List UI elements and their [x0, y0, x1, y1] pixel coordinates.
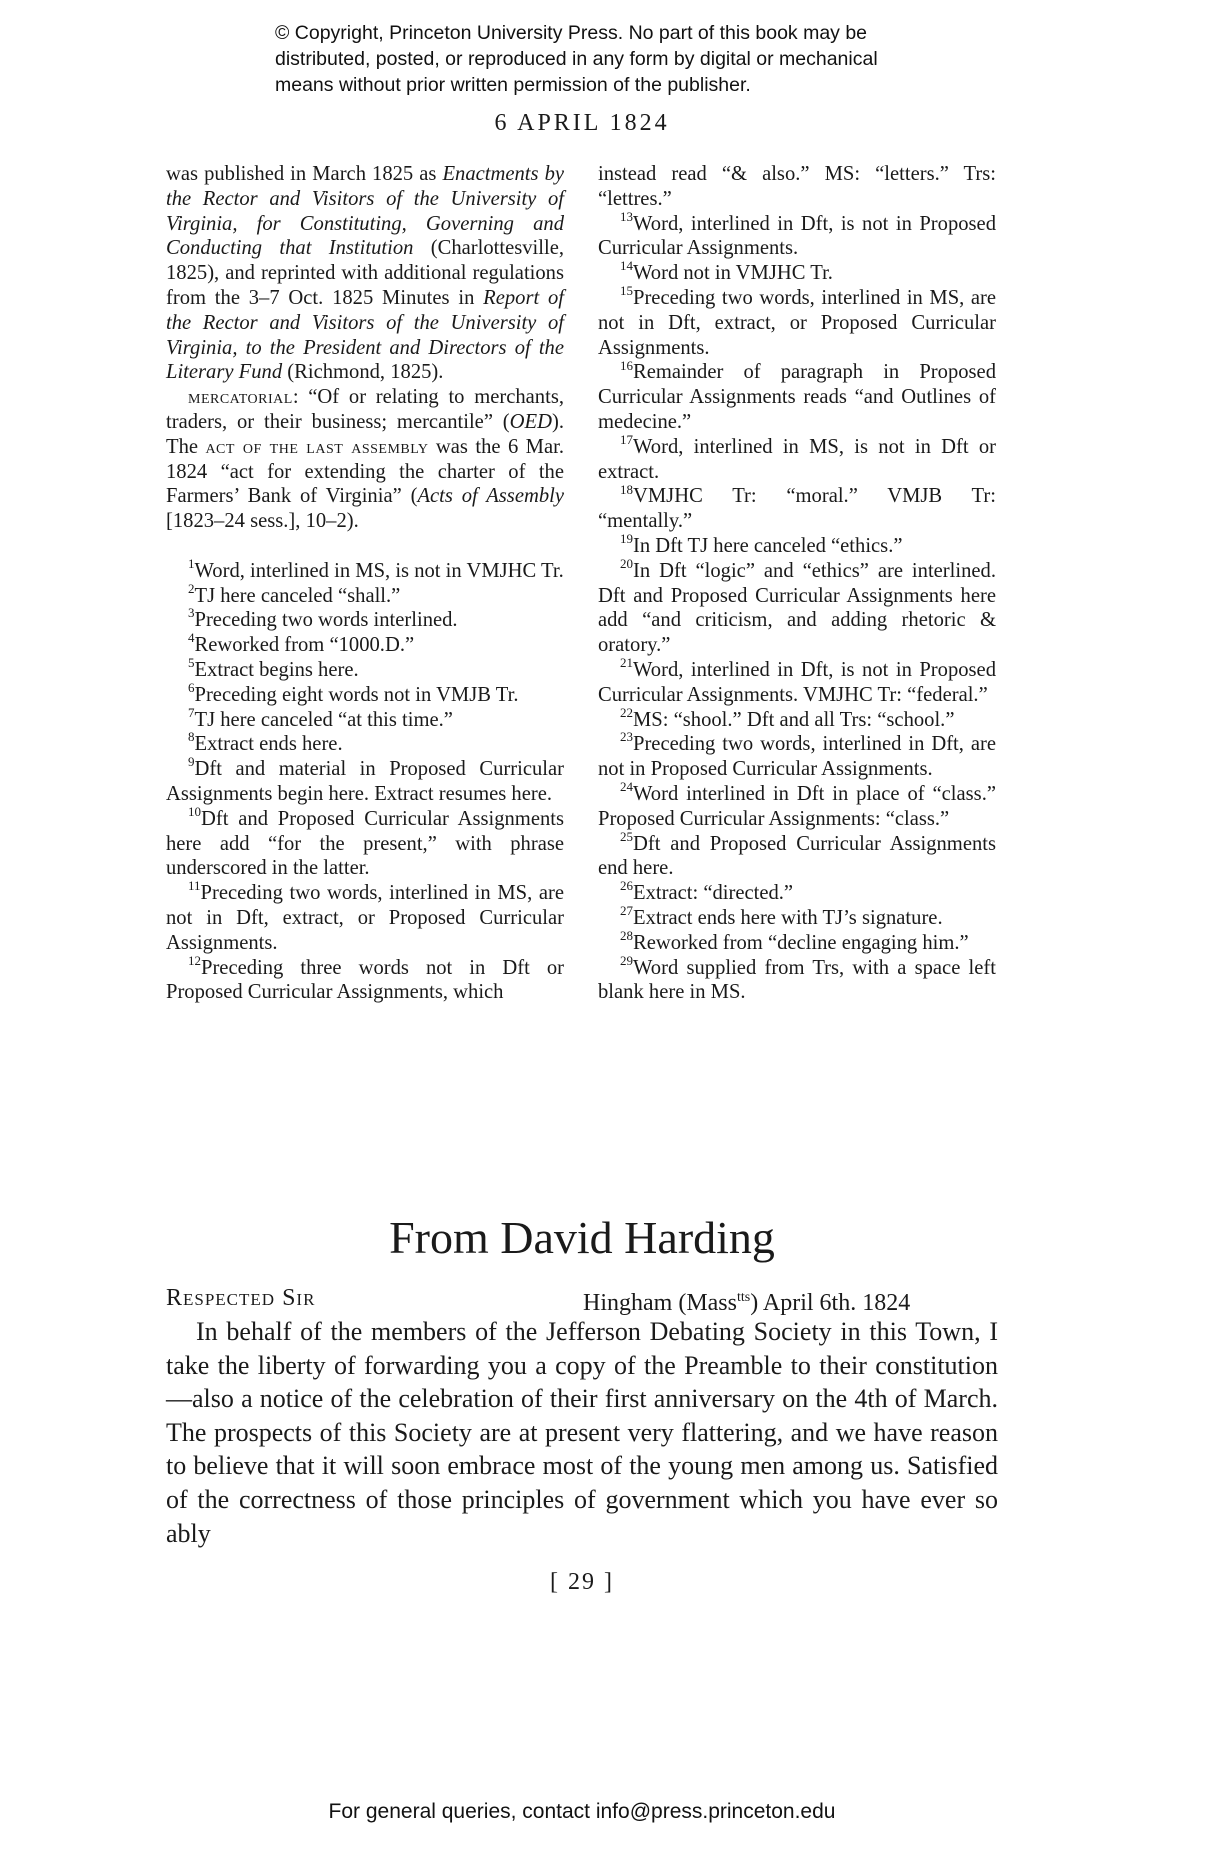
footnote — [598, 704, 996, 733]
footnote — [598, 283, 996, 360]
dateline-place: Hingham (Mass — [583, 1290, 737, 1316]
footnote-text: Preceding eight words not in VMJB Tr. — [194, 683, 519, 706]
footnote-text: In Dft TJ here canceled “ethics.” — [633, 534, 903, 557]
footnote — [166, 803, 564, 881]
footnote-continuation: instead read “& also.” MS: “letters.” Trs: “lettres.” — [598, 163, 996, 210]
footnote-text: VMJHC Tr: “moral.” VMJB Tr: “mentally.” — [598, 485, 996, 533]
footnote-number: 22 — [620, 704, 633, 720]
footnote-number: 13 — [620, 208, 633, 224]
footnote-text: Word, interlined in Dft, is not in Proposed Curricular Assignments. VMJHC Tr: “federal.” — [598, 658, 996, 706]
footnote-number: 26 — [620, 878, 633, 894]
footnote-text: Word not in VMJHC Tr. — [633, 262, 833, 285]
footnote-text: Dft and material in Proposed Curricular Assignments begin here. Extract resumes here. — [166, 758, 564, 805]
annotation-text: (Charlottesville, 1825), and reprinted with additional regulations from the 3–7 Oct. 1825 Minutes in — [166, 237, 565, 309]
footnote-text: Extract: “directed.” — [633, 882, 794, 905]
footnote-text: Preceding two words, interlined in Dft, are not in Proposed Curricular Assignments. — [598, 733, 996, 781]
footnote-number: 23 — [620, 729, 633, 745]
footnote-text: Remainder of paragraph in Proposed Curricular Assignments reads “and Outlines of medecine.” — [598, 361, 996, 433]
footnote-text: Preceding two words, interlined in MS, are not in Dft, extract, or Proposed Curricular Assignments. — [166, 882, 564, 954]
footnote — [166, 754, 564, 807]
footnote-number: 6 — [188, 679, 195, 695]
footnote-number: 9 — [188, 754, 195, 770]
footnote-number: 11 — [188, 878, 201, 894]
annotation-text: was published in March 1825 as — [166, 163, 443, 185]
footnote — [598, 927, 996, 956]
footnote-text: Preceding two words, interlined in MS, are not in Dft, extract, or Proposed Curricular Assignments. — [598, 286, 996, 359]
footnote-number: 18 — [620, 481, 633, 497]
dateline-date: ) April 6th. 1824 — [750, 1290, 911, 1316]
annotation-paragraph — [166, 385, 564, 534]
footnote-text: TJ here canceled “at this time.” — [194, 708, 453, 731]
footnote-text: Preceding three words not in Dft or Proposed Curricular Assignments, which — [166, 956, 564, 1004]
keyword: act of the last assembly — [205, 435, 429, 458]
footnote-text: Word, interlined in MS, is not in VMJHC Tr. — [194, 559, 564, 582]
footnote-number: 25 — [620, 828, 633, 844]
footnote — [598, 952, 996, 1006]
page-number: [ 29 ] — [550, 1569, 614, 1595]
footnote-text: Extract ends here. — [194, 733, 343, 756]
keyword: mercatorial — [188, 386, 293, 409]
footnote — [166, 878, 564, 955]
footnote — [598, 531, 996, 559]
footnote-text: Word supplied from Trs, with a space left blank here in MS. — [598, 956, 996, 1004]
footnote — [166, 580, 564, 609]
annotation-text: (Richmond, 1825). — [282, 361, 444, 384]
footnote-text: MS: “shool.” Dft and all Trs: “school.” — [633, 708, 955, 731]
footnote — [598, 903, 996, 931]
footnote — [166, 704, 564, 733]
annotation-text: was the 6 Mar. 1824 “act for extending the charter of the Farmers’ Bank of Virginia” ( — [166, 435, 564, 508]
footnote — [166, 729, 564, 757]
footnote-number: 2 — [188, 580, 195, 596]
annotation-paragraph — [166, 162, 564, 385]
annotation-title: Enactments by the Rector and Visitors of the University of Virginia, for Constituting, Governing and Conducting that Institution — [166, 163, 565, 260]
footnote-text: Word, interlined in MS, is not in Dft or extract. — [598, 435, 996, 483]
footnote-text: Extract ends here with TJ’s signature. — [633, 906, 943, 929]
footnote-number: 14 — [620, 258, 633, 274]
footnote-number: 29 — [620, 952, 633, 968]
annotation-title: Acts of Assembly — [417, 485, 564, 508]
footnote — [598, 555, 996, 658]
annotation-title: Report of the Rector and Visitors of the University of Virginia, to the President and Directors of the Literary Fund — [166, 286, 565, 384]
copyright-line: distributed, posted, or reproduced in any form by digital or mechanical — [275, 48, 878, 70]
footnote — [166, 630, 564, 658]
footnote — [598, 481, 996, 534]
copyright-notice — [275, 20, 1035, 98]
footnote-number: 4 — [188, 630, 195, 646]
contact-footer: For general queries, contact info@press.princeton.edu — [328, 1800, 836, 1823]
footnote — [598, 729, 996, 782]
dateline-superscript: tts — [736, 1290, 751, 1305]
footnote-number: 12 — [188, 952, 201, 968]
running-head: 6 APRIL 1824 — [494, 110, 670, 136]
annotation-text: [1823–24 sess.], 10–2). — [166, 510, 359, 533]
footnote-number: 28 — [620, 927, 633, 943]
footnote — [598, 655, 996, 708]
footnote — [166, 952, 564, 1006]
footnote-text: Word, interlined in Dft, is not in Proposed Curricular Assignments. — [598, 212, 996, 260]
footnote — [166, 555, 564, 584]
footnote — [166, 655, 564, 683]
footnote-text: Reworked from “1000.D.” — [194, 634, 415, 657]
right-column — [598, 162, 996, 1005]
footnote-number: 1 — [188, 555, 195, 571]
footnote-number: 7 — [188, 704, 195, 720]
salutation: Respected Sir — [166, 1285, 316, 1311]
letter-body: In behalf of the members of the Jefferson Debating Society in this Town, I take the liberty of forwarding you a copy of the Preamble to their constitution—also a notice of the celebration of their first anniversary on the 4th of March. The prospects of this Society are at present very flattering, and we have reason to believe that it will soon embrace most of the young men among us. Satisfied of the correctness of those principles of government which you have ever so ably — [166, 1317, 998, 1548]
spacer — [166, 534, 564, 559]
footnote-number: 27 — [620, 903, 633, 919]
letter-title: From David Harding — [389, 1212, 775, 1263]
left-column — [166, 162, 564, 1005]
footnote-text: Dft and Proposed Curricular Assignments end here. — [598, 832, 996, 880]
footnote-number: 17 — [620, 431, 633, 447]
footnote-number: 24 — [620, 779, 633, 795]
footnote-number: 20 — [620, 555, 633, 571]
footnote-number: 21 — [620, 655, 633, 671]
footnote — [598, 828, 996, 882]
footnote — [598, 208, 996, 262]
footnote-number: 3 — [188, 605, 195, 621]
copyright-line: means without prior written permission of the publisher. — [275, 74, 751, 96]
footnote-number: 8 — [188, 729, 195, 745]
dateline — [583, 1282, 910, 1319]
footnote-text: Reworked from “decline engaging him.” — [633, 931, 969, 954]
copyright-line: © Copyright, Princeton University Press. No part of this book may be — [275, 22, 868, 44]
footnote — [598, 878, 996, 906]
footnote — [166, 679, 564, 708]
annotation-text: ). The — [166, 410, 564, 458]
footnote — [598, 431, 996, 485]
footnote-number: 5 — [188, 655, 195, 671]
footnote-number: 19 — [620, 531, 633, 547]
footnote-text: Extract begins here. — [194, 658, 359, 681]
footnote-text: TJ here canceled “shall.” — [194, 584, 401, 607]
annotation-title: OED — [509, 410, 552, 433]
footnote — [598, 779, 996, 832]
footnote-text: In Dft “logic” and “ethics” are interlined. Dft and Proposed Curricular Assignments here add “and criticism, and adding rhetoric & oratory.” — [598, 559, 996, 657]
footnote — [598, 357, 996, 434]
footnote-number: 10 — [188, 803, 201, 819]
footnote-number: 16 — [620, 357, 633, 373]
footnote-text: Word interlined in Dft in place of “class.” Proposed Curricular Assignments: “class.” — [598, 782, 996, 830]
footnote-number: 15 — [620, 283, 633, 299]
footnote-text: Dft and Proposed Curricular Assignments here add “for the present,” with phrase underscored in the latter. — [166, 807, 564, 880]
footnote — [166, 605, 564, 633]
annotation-text: : “Of or relating to merchants, traders, or their business; mercantile” ( — [166, 386, 564, 433]
footnote-text: Preceding two words interlined. — [194, 609, 458, 632]
footnote — [598, 258, 996, 286]
